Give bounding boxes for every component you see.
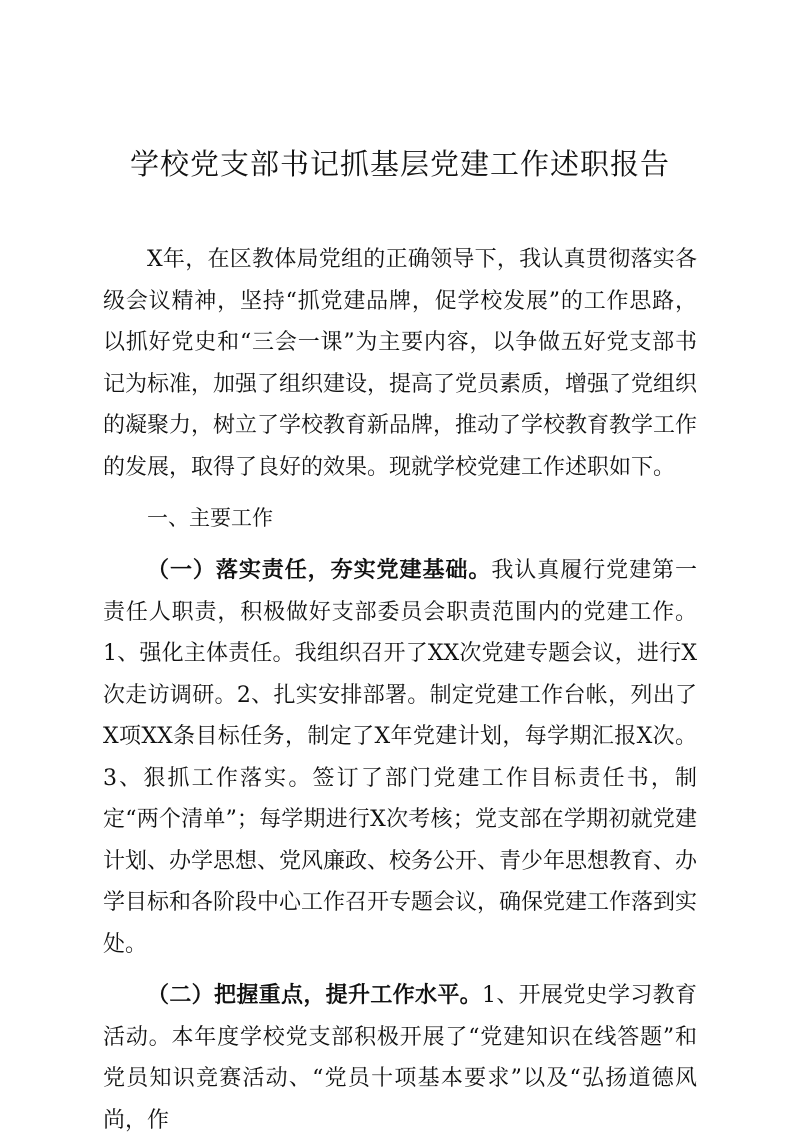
item-1-paragraph <box>103 550 697 965</box>
document-title: 学校党支部书记抓基层党建工作述职报告 <box>129 147 670 181</box>
document-body <box>103 239 697 1141</box>
item-2-lead: （二）把握重点，提升工作水平。 <box>147 983 482 1008</box>
item-2-paragraph <box>103 975 697 1141</box>
item-1-body: 我认真履行党建第一责任人职责，积极做好支部委员会职责范围内的党建工作。1、强化主体责任。我组织召开了XX次党建专题会议，进行X次走访调研。2、扎实安排部署。制定党建工作台帐，列出了X项XX条目标任务，制定了X年党建计划，每学期汇报X次。3、狠抓工作落实。签订了部门党建工作目标责任书，制定“两个清单”；每学期进行X次考核；党支部在学期初就党建计划、办学思想、党风廉政、校务公开、青少年思想教育、办学目标和各阶段中心工作召开专题会议，确保党建工作落到实处。 <box>103 558 698 957</box>
intro-paragraph: X年，在区教体局党组的正确领导下，我认真贯彻落实各级会议精神，坚持“抓党建品牌，促学校发展”的工作思路，以抓好党史和“三会一课”为主要内容，以争做五好党支部书记为标准，加强了组织建设，提高了党员素质，增强了党组织的凝聚力，树立了学校教育新品牌，推动了学校教育教学工作的发展，取得了良好的效果。现就学校党建工作述职如下。 <box>103 247 698 480</box>
item-2-body: 1、开展党史学习教育活动。本年度学校党支部积极开展了“党建知识在线答题”和党员知识竞赛活动、“党员十项基本要求”以及“弘扬道德风尚，作 <box>103 983 697 1133</box>
item-1-lead: （一）落实责任，夯实党建基础。 <box>147 558 492 583</box>
section-heading-main-work: 一、主要工作 <box>147 506 273 530</box>
